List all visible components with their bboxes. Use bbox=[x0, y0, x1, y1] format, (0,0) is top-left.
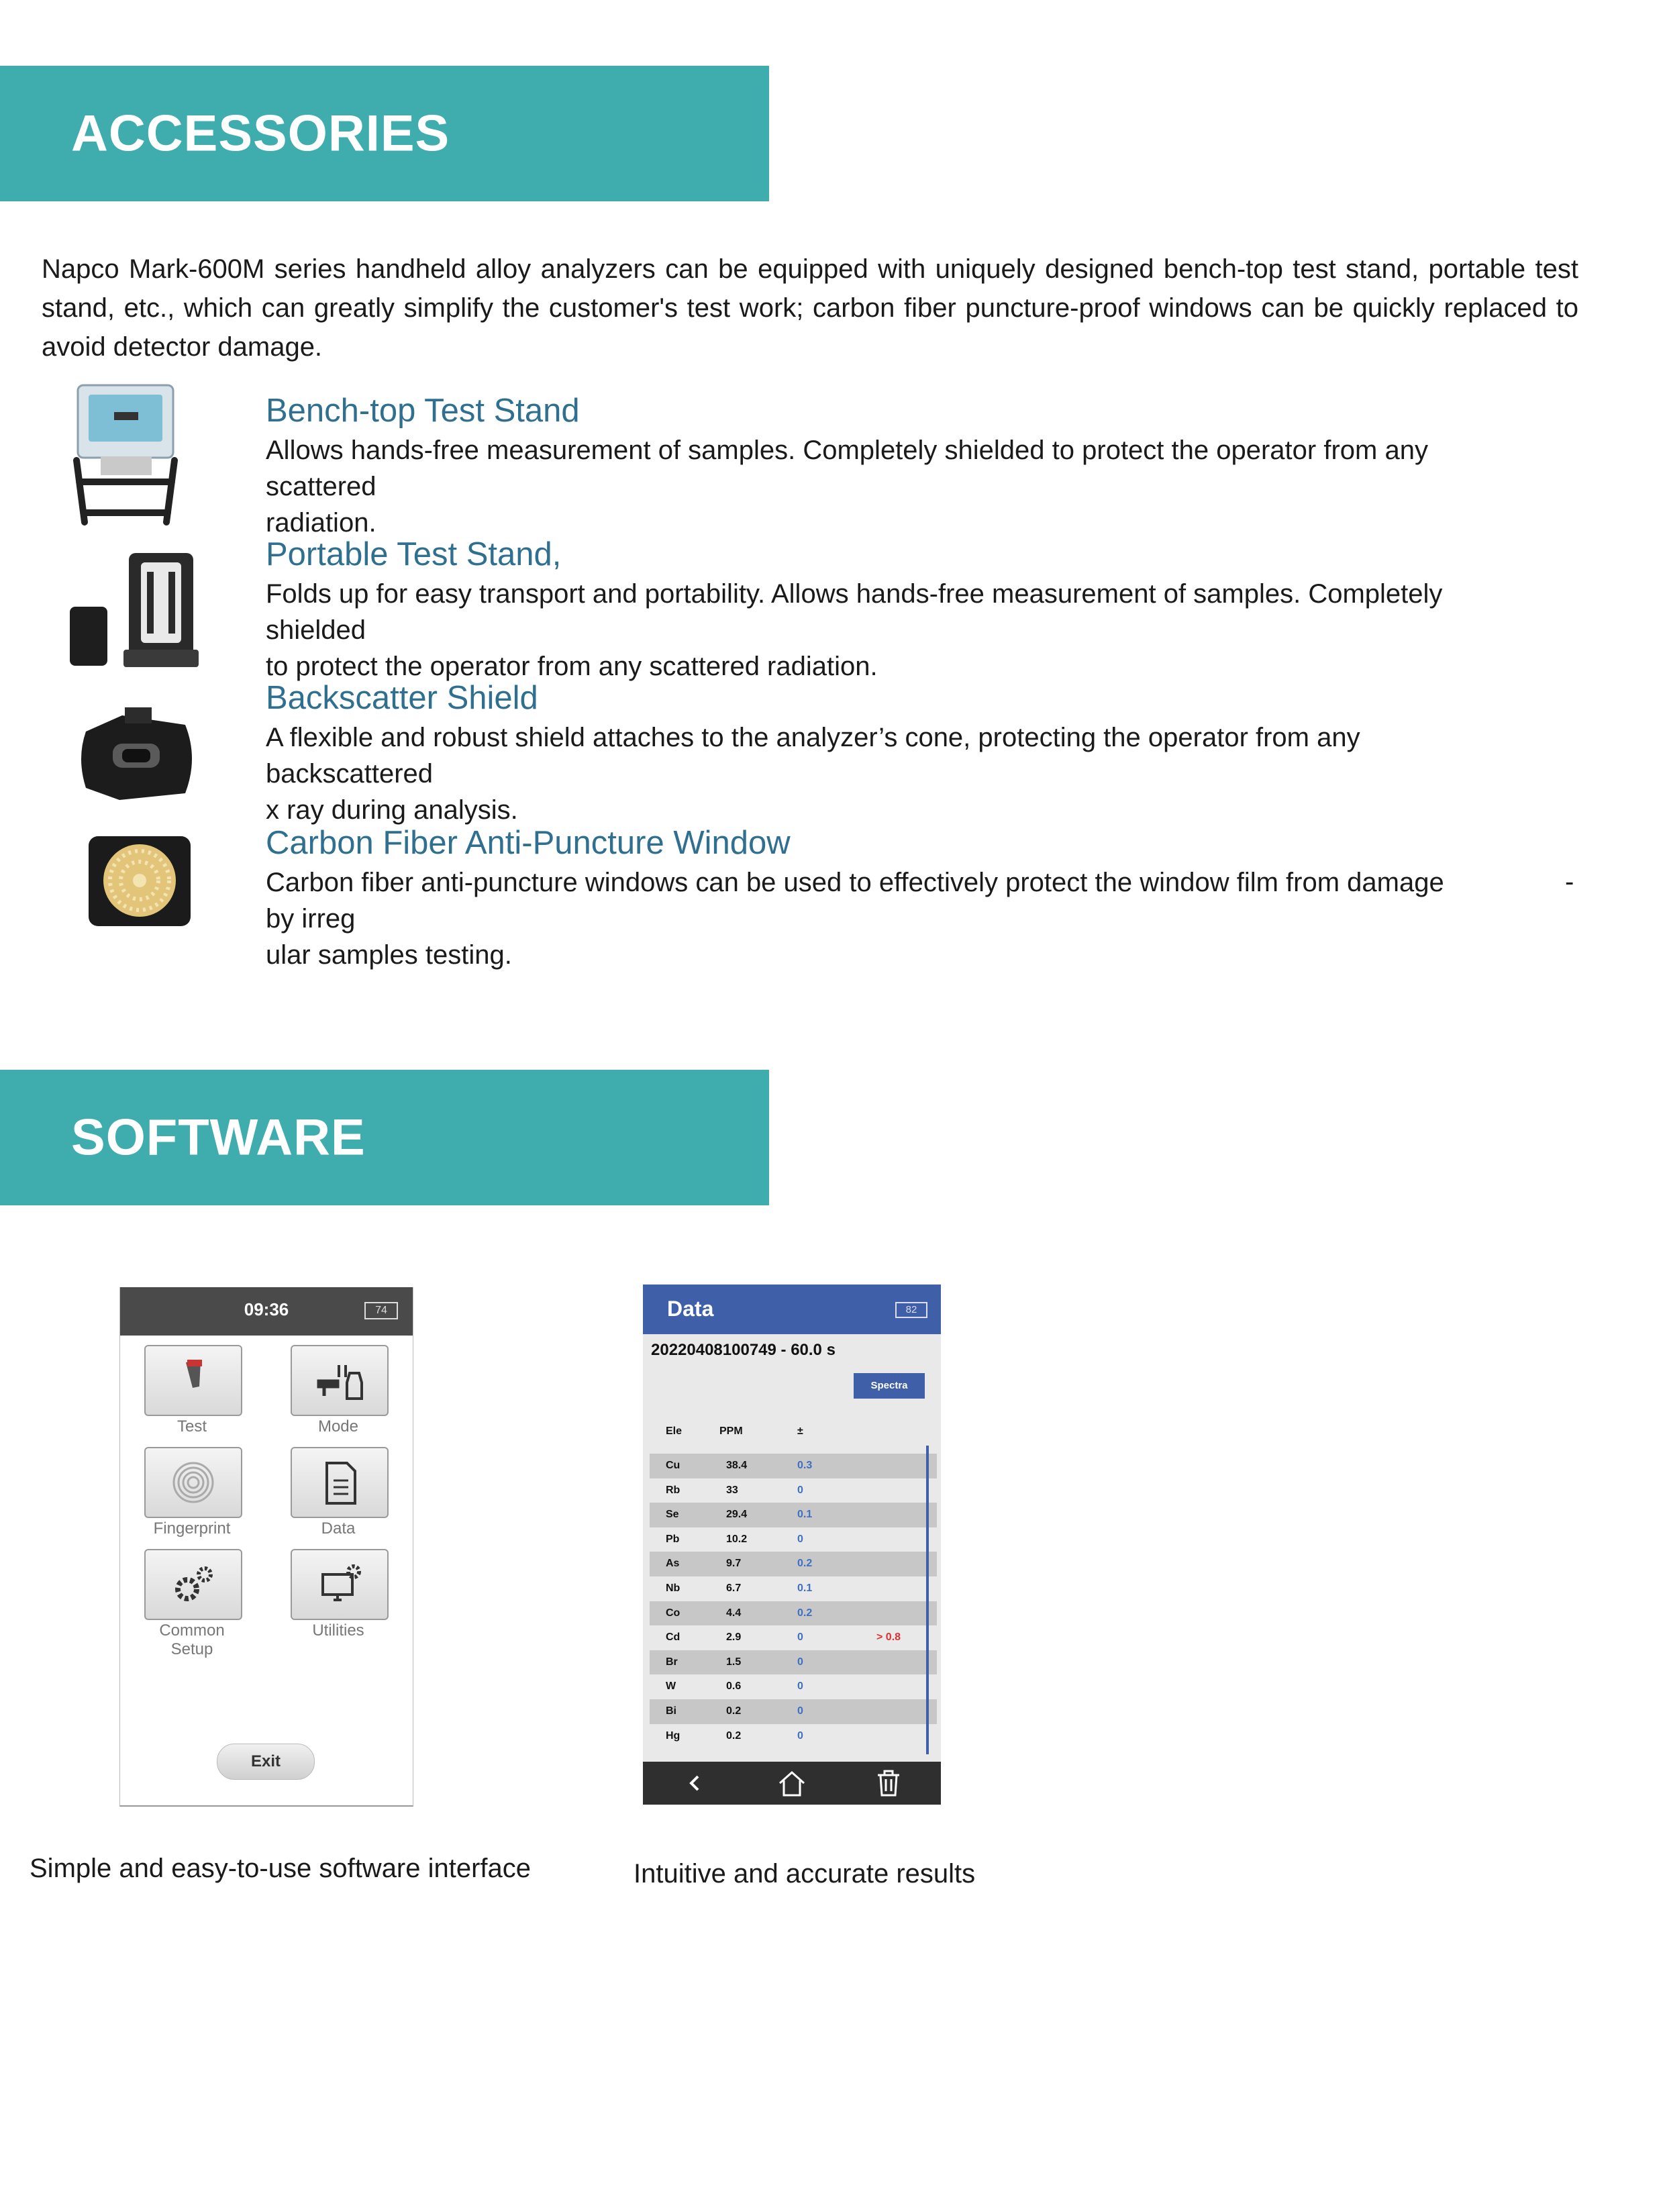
cell-err: 0.1 bbox=[797, 1582, 813, 1594]
item-desc-carbon-window: Carbon fiber anti-puncture windows can be used to effectively protect the window film from damage by irreg ular samples testing. bbox=[266, 868, 1444, 970]
back-chevron-icon[interactable] bbox=[683, 1771, 707, 1795]
spectra-button[interactable]: Spectra bbox=[854, 1373, 925, 1399]
gear-icon bbox=[146, 1550, 241, 1619]
main-menu-screenshot bbox=[119, 1287, 413, 1807]
clock: 09:36 bbox=[244, 1299, 289, 1319]
cell-ele: Hg bbox=[666, 1729, 680, 1742]
cell-ppm: 38.4 bbox=[726, 1460, 748, 1471]
item-title-bench-top: Bench-top Test Stand bbox=[266, 393, 580, 429]
caption-software-interface: Simple and easy-to-use software interface bbox=[30, 1854, 532, 1883]
cell-ppm: 2.9 bbox=[726, 1631, 742, 1644]
cell-ppm: 4.4 bbox=[726, 1607, 742, 1619]
table-row bbox=[650, 1527, 937, 1552]
table-row bbox=[650, 1699, 937, 1724]
mode-tools-icon bbox=[292, 1346, 387, 1415]
cell-err: 0 bbox=[797, 1729, 803, 1742]
carbon-fiber-window-image bbox=[87, 835, 192, 927]
cell-ppm: 6.7 bbox=[726, 1582, 742, 1594]
home-icon[interactable] bbox=[777, 1768, 807, 1798]
cell-err: 0 bbox=[797, 1705, 803, 1717]
cell-ppm: 0.2 bbox=[726, 1729, 742, 1742]
cell-flag: > 0.8 bbox=[876, 1631, 901, 1644]
cell-err: 0 bbox=[797, 1533, 803, 1545]
header-err: ± bbox=[797, 1425, 803, 1437]
common-setup-tile[interactable] bbox=[144, 1549, 242, 1620]
status-bar bbox=[120, 1287, 413, 1336]
test-label: Test bbox=[176, 1417, 207, 1436]
table-row bbox=[650, 1503, 937, 1527]
document-icon bbox=[292, 1448, 387, 1517]
software-heading: SOFTWARE bbox=[71, 1109, 366, 1166]
table-row bbox=[650, 1625, 937, 1650]
utilities-label: Utilities bbox=[312, 1621, 364, 1640]
table-row bbox=[650, 1650, 937, 1675]
cell-ppm: 0.6 bbox=[726, 1680, 742, 1693]
utilities-tile[interactable] bbox=[291, 1549, 389, 1620]
mode-tile[interactable] bbox=[291, 1345, 389, 1416]
backscatter-shield-image bbox=[72, 705, 200, 805]
table-row bbox=[650, 1576, 937, 1601]
cell-ele: Br bbox=[666, 1656, 678, 1668]
item-desc-backscatter: A flexible and robust shield attaches to the analyzer’s cone, protecting the operator from any backscattered x ray during analysis. bbox=[266, 723, 1360, 825]
cell-err: 0.2 bbox=[797, 1558, 813, 1570]
cell-ppm: 33 bbox=[726, 1484, 738, 1496]
item-desc-bench-top: Allows hands-free measurement of samples. Completely shielded to protect the operator from any scattered radiation. bbox=[266, 436, 1428, 538]
cell-err: 0.3 bbox=[797, 1460, 813, 1471]
line-break-hyphen: - bbox=[1565, 867, 1574, 897]
cell-err: 0.1 bbox=[797, 1509, 813, 1521]
trash-icon[interactable] bbox=[875, 1768, 902, 1798]
cell-ppm: 1.5 bbox=[726, 1656, 742, 1668]
header-ppm: PPM bbox=[719, 1425, 743, 1437]
cell-err: 0.2 bbox=[797, 1607, 813, 1619]
cell-ele: Cu bbox=[666, 1460, 680, 1471]
test-tile[interactable] bbox=[144, 1345, 242, 1416]
portable-stand-image bbox=[67, 549, 201, 670]
accessories-banner bbox=[0, 66, 769, 201]
common-setup-label: Common Setup bbox=[159, 1621, 225, 1658]
data-label: Data bbox=[321, 1519, 356, 1538]
data-results-screenshot bbox=[643, 1285, 941, 1805]
battery-icon: 74 bbox=[364, 1302, 398, 1319]
mode-label: Mode bbox=[317, 1417, 359, 1436]
item-title-backscatter: Backscatter Shield bbox=[266, 680, 538, 716]
cell-ppm: 10.2 bbox=[726, 1533, 748, 1545]
software-banner bbox=[0, 1070, 769, 1205]
cell-ele: Bi bbox=[666, 1705, 676, 1717]
cell-ele: As bbox=[666, 1558, 680, 1570]
battery-icon: 82 bbox=[895, 1302, 927, 1318]
cell-ppm: 0.2 bbox=[726, 1705, 742, 1717]
cell-err: 0 bbox=[797, 1656, 803, 1668]
table-row bbox=[650, 1601, 937, 1626]
bottom-nav bbox=[643, 1762, 941, 1805]
cell-ele: Co bbox=[666, 1607, 680, 1619]
data-tile[interactable] bbox=[291, 1447, 389, 1518]
table-row bbox=[650, 1724, 937, 1749]
fingerprint-label: Fingerprint bbox=[153, 1519, 231, 1538]
table-row bbox=[650, 1552, 937, 1576]
item-title-carbon-window: Carbon Fiber Anti-Puncture Window bbox=[266, 825, 791, 861]
item-desc-portable: Folds up for easy transport and portability. Allows hands-free measurement of samples. Completely shielded to protect the operator from any scattered radiation. bbox=[266, 579, 1443, 681]
cell-ele: Rb bbox=[666, 1484, 680, 1496]
fingerprint-tile[interactable] bbox=[144, 1447, 242, 1518]
cell-err: 0 bbox=[797, 1484, 803, 1496]
cell-ele: Pb bbox=[666, 1533, 680, 1545]
table-row bbox=[650, 1674, 937, 1699]
cell-ele: Se bbox=[666, 1509, 679, 1521]
cell-err: 0 bbox=[797, 1680, 803, 1693]
table-row bbox=[650, 1478, 937, 1503]
fingerprint-icon bbox=[146, 1448, 241, 1517]
cell-ppm: 29.4 bbox=[726, 1509, 748, 1521]
cell-ele: Cd bbox=[666, 1631, 680, 1644]
item-title-portable: Portable Test Stand, bbox=[266, 536, 562, 572]
cell-ele: W bbox=[666, 1680, 676, 1693]
results-table bbox=[650, 1454, 937, 1748]
scrollbar[interactable] bbox=[926, 1446, 929, 1754]
accessories-intro: Napco Mark-600M series handheld alloy analyzers can be equipped with uniquely designed bench-top test stand, portable test stand, etc., which can greatly simplify the customer's test work; carbon fiber puncture-proof windows can be quickly replaced to avoid detector damage. bbox=[42, 254, 1578, 362]
exit-button[interactable]: Exit bbox=[217, 1744, 315, 1780]
data-title: Data bbox=[667, 1297, 714, 1321]
cell-ele: Nb bbox=[666, 1582, 680, 1594]
analyzer-gun-icon bbox=[146, 1346, 241, 1415]
caption-results: Intuitive and accurate results bbox=[634, 1859, 976, 1889]
table-row bbox=[650, 1454, 937, 1478]
cell-err: 0 bbox=[797, 1631, 803, 1644]
monitor-gear-icon bbox=[292, 1550, 387, 1619]
data-title-bar bbox=[643, 1285, 941, 1334]
cell-ppm: 9.7 bbox=[726, 1558, 742, 1570]
accessories-heading: ACCESSORIES bbox=[71, 105, 450, 162]
header-ele: Ele bbox=[666, 1425, 683, 1437]
bench-top-stand-image bbox=[70, 381, 184, 529]
record-id: 20220408100749 - 60.0 s bbox=[651, 1341, 836, 1359]
